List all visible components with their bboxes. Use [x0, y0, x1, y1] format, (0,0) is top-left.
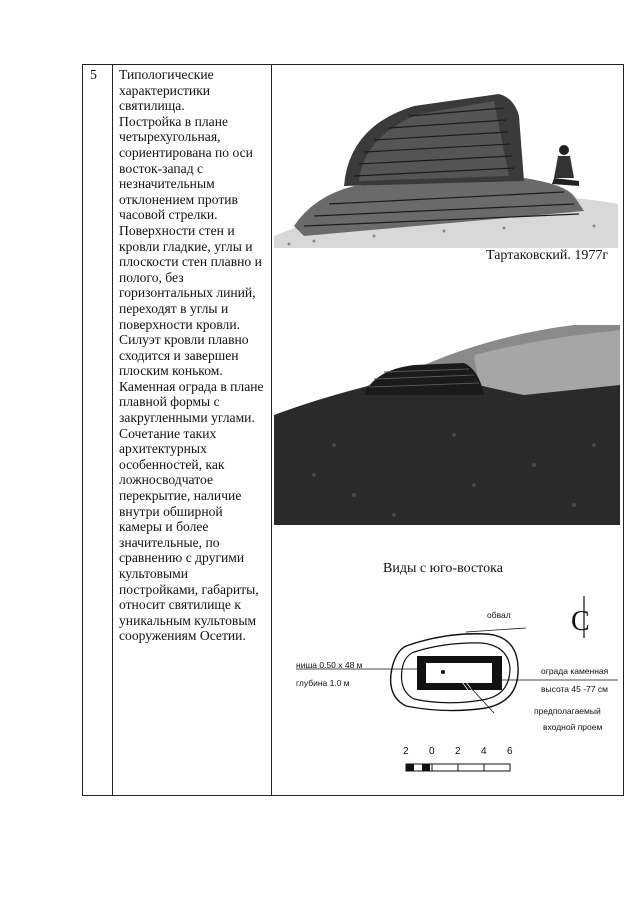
row-number: 5 — [90, 68, 97, 83]
scale-tick-label: 2 — [403, 746, 409, 757]
description-text — [119, 67, 269, 644]
description-paragraph: Типологические характеристики святилища. — [119, 67, 214, 114]
label-height: высота 45 -77 см — [541, 684, 608, 694]
scale-tick-label: 0 — [429, 746, 435, 757]
scale-tick-label: 2 — [455, 746, 461, 757]
north-compass-letter: С — [571, 606, 590, 637]
label-collapse: обвал — [487, 610, 511, 620]
sanctuary-photo-southeast — [274, 325, 620, 541]
label-entrance: предполагаемый — [534, 706, 601, 716]
site-plan-drawing — [296, 596, 618, 780]
description-paragraph: Каменная ограда в плане плавной формы с закругленными углами. Сочетание таких архитектурных особенностей, как ложносводчатое перекрытие, наличие внутри обширной камеры и более значительные, по сравнению с другими культовыми постройками, габариты, относит святилище к уникальным культовым сооружениям Осетии. — [119, 378, 264, 644]
photo-caption: Виды с юго-востока — [383, 561, 503, 576]
label-fence: ограда каменная — [541, 666, 609, 676]
label-niche: ниша 0.50 х 48 м — [296, 660, 363, 670]
label-entrance: входной проем — [543, 722, 603, 732]
label-depth: глубина 1.0 м — [296, 678, 350, 688]
scale-tick-label: 6 — [507, 746, 513, 757]
photo-caption: Тартаковский. 1977г — [486, 248, 609, 263]
description-paragraph: Постройка в плане четырехугольная, сориентирована по оси восток-запад с незначительным отклонением против часовой стрелки. — [119, 113, 253, 223]
sanctuary-photo-1977 — [274, 86, 618, 248]
column-divider — [271, 65, 272, 795]
scale-tick-label: 4 — [481, 746, 487, 757]
column-divider — [112, 65, 113, 795]
description-paragraph: Поверхности стен и кровли гладкие, углы и плоскости стен плавно и полого, без горизонтальных линий, переходят в углы и поверхности кровли. Силуэт кровли плавно сходится и завершен плоским коньком. — [119, 222, 262, 379]
